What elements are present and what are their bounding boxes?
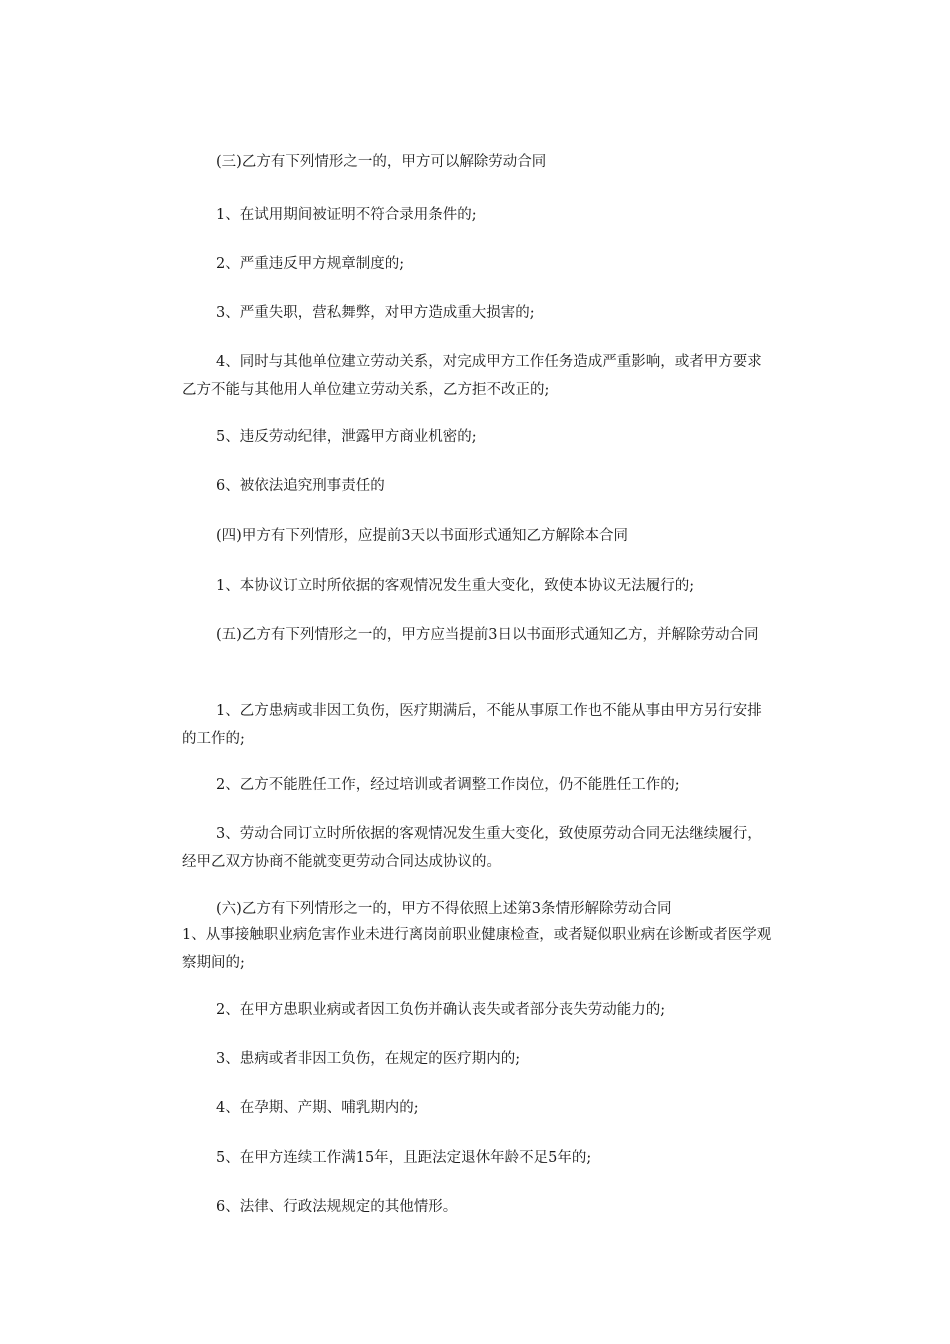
section-5-item-1: 1、乙方患病或非因工负伤，医疗期满后，不能从事原工作也不能从事由甲方另行安排的工作的; [182,703,762,747]
section-4-item-1: 1、本协议订立时所依据的客观情况发生重大变化，致使本协议无法履行的; [216,578,695,594]
section-6-item-1: 1、从事接触职业病危害作业未进行离岗前职业健康检查，或者疑似职业病在诊断或者医学观察期间的; [182,927,772,971]
section-3-item-6: 6、被依法追究刑事责任的 [216,478,385,494]
section-6-heading: (六)乙方有下列情形之一的，甲方不得依照上述第3条情形解除劳动合同 [216,901,672,917]
section-3-item-2: 2、严重违反甲方规章制度的; [216,256,405,272]
section-6-item-3: 3、患病或者非因工负伤，在规定的医疗期内的; [216,1051,521,1067]
section-3-item-1: 1、在试用期间被证明不符合录用条件的; [216,207,477,223]
section-3-heading: (三)乙方有下列情形之一的，甲方可以解除劳动合同 [216,154,547,170]
section-6-item-2: 2、在甲方患职业病或者因工负伤并确认丧失或者部分丧失劳动能力的; [216,1002,666,1018]
section-6-item-6: 6、法律、行政法规规定的其他情形。 [216,1199,458,1215]
section-5-item-3: 3、劳动合同订立时所依据的客观情况发生重大变化，致使原劳动合同无法继续履行，经甲乙双方协商不能就变更劳动合同达成协议的。 [182,826,762,870]
section-4-heading: (四)甲方有下列情形，应提前3天以书面形式通知乙方解除本合同 [216,528,629,544]
section-3-item-5: 5、违反劳动纪律，泄露甲方商业机密的; [216,429,477,445]
section-3-item-3: 3、严重失职，营私舞弊，对甲方造成重大损害的; [216,305,535,321]
section-3-item-4: 4、同时与其他单位建立劳动关系，对完成甲方工作任务造成严重影响，或者甲方要求乙方不能与其他用人单位建立劳动关系，乙方拒不改正的; [182,354,762,398]
section-5-item-2: 2、乙方不能胜任工作，经过培训或者调整工作岗位，仍不能胜任工作的; [216,777,680,793]
section-6-item-5: 5、在甲方连续工作满15年，且距法定退休年龄不足5年的; [216,1150,592,1166]
section-6-item-4: 4、在孕期、产期、哺乳期内的; [216,1100,419,1116]
section-5-heading: (五)乙方有下列情形之一的，甲方应当提前3日以书面形式通知乙方，并解除劳动合同 [216,627,759,643]
